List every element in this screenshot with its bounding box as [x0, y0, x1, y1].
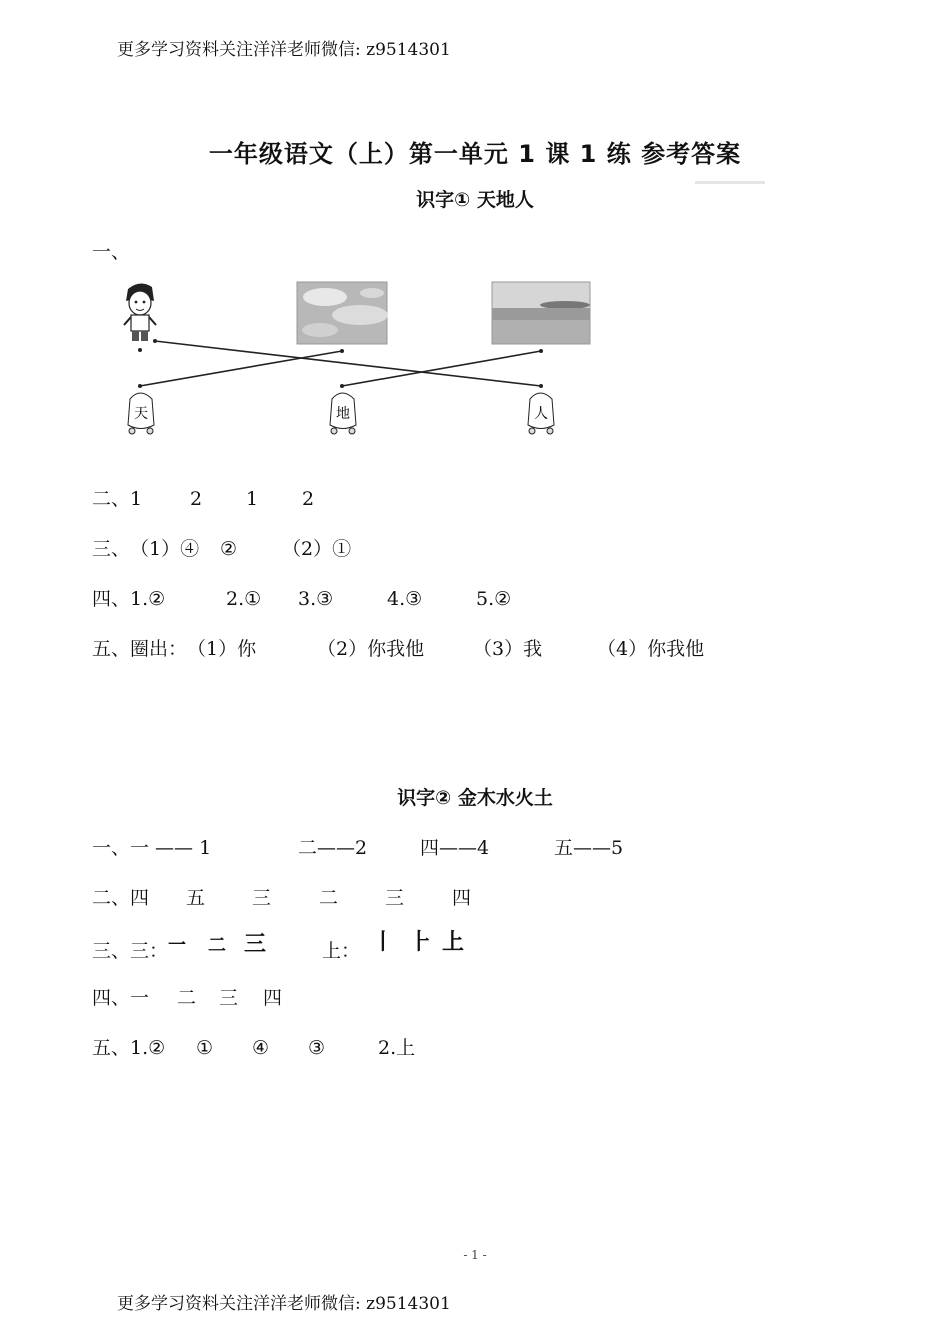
answer: 一 [130, 987, 150, 1009]
lesson2-q3 [92, 930, 465, 964]
answer: 五 [186, 887, 206, 909]
lesson1-q1-label: 一、 [92, 241, 131, 263]
answer: 1 [246, 488, 259, 510]
char-ren: 人 [534, 406, 548, 422]
answer: ④ [252, 1037, 270, 1059]
answer: 三 [252, 887, 272, 909]
answer: 1 [130, 488, 143, 510]
lesson1-q3 [92, 534, 351, 561]
title-underline-mark [695, 181, 765, 184]
answer: ① [196, 1037, 214, 1059]
answer: （2）你我他 [317, 638, 425, 660]
answer: 5.② [476, 588, 512, 610]
q-label: 三、 [92, 538, 131, 560]
lesson2-q1 [92, 833, 623, 860]
answer: （1）你 [187, 638, 257, 660]
page-title: 一年级语文（上）第一单元 1 课 1 练 参考答案 [208, 140, 742, 168]
q-label: 二、 [92, 887, 131, 909]
matching-diagram [110, 275, 610, 440]
answer: （1）④ [130, 538, 200, 560]
answer: 二 [319, 887, 339, 909]
answer: 三 [219, 987, 239, 1009]
answer: （4）你我他 [597, 638, 705, 660]
answer: 二——2 [298, 837, 368, 859]
answer: 4.③ [387, 588, 423, 610]
lesson2-q5 [92, 1033, 415, 1060]
sky-picture [297, 282, 388, 344]
answer: 2.上 [378, 1037, 416, 1059]
answer: （3）我 [473, 638, 543, 660]
match-line-land [342, 351, 541, 386]
answer: （2）① [282, 538, 352, 560]
lesson2-heading: 识字② 金木水火土 [397, 787, 553, 809]
q-label: 五、圈出： [92, 638, 188, 660]
q-label: 四、 [92, 987, 131, 1009]
q-label: 一、 [92, 837, 131, 859]
answer: 二 [177, 987, 197, 1009]
match-line-sky [140, 351, 342, 386]
shang-label: 上： [322, 940, 361, 962]
answer: 一 —— 1 [130, 837, 212, 859]
header-note: 更多学习资料关注洋洋老师微信: z9514301 [117, 40, 451, 60]
answer: 3.③ [298, 588, 334, 610]
stroke-san-2: 二 [208, 935, 227, 956]
answer: 2 [302, 488, 315, 510]
lesson1-q2 [92, 484, 314, 511]
answer: ② [220, 538, 238, 560]
answer: 四 [263, 987, 283, 1009]
answer: 四 [130, 887, 150, 909]
q-label: 二、 [92, 488, 131, 510]
char-di: 地 [336, 406, 350, 422]
answer: 2.① [226, 588, 262, 610]
q-label: 三、三： [92, 940, 169, 962]
char-bubble-tian [128, 393, 154, 434]
answer: 1.② [130, 1037, 166, 1059]
stroke-shang-1: 丨 [372, 930, 395, 955]
lesson2-q4 [92, 983, 282, 1010]
answer: 1.② [130, 588, 166, 610]
lesson1-heading: 识字① 天地人 [416, 189, 534, 211]
answer: 三 [385, 887, 405, 909]
stroke-shang-2: ⺊ [410, 930, 433, 955]
q-label: 四、 [92, 588, 131, 610]
stroke-san-3: 三 [244, 932, 267, 957]
answer: 四——4 [420, 837, 490, 859]
char-bubble-ren [528, 393, 554, 434]
q-label: 五、 [92, 1037, 131, 1059]
stroke-san-1: 一 [168, 935, 187, 956]
char-tian: 天 [134, 406, 148, 422]
answer: ③ [308, 1037, 326, 1059]
answer: 四 [452, 887, 472, 909]
land-picture [492, 282, 590, 344]
footer-note: 更多学习资料关注洋洋老师微信: z9514301 [117, 1294, 451, 1314]
boy-figure [124, 283, 156, 341]
lesson1-q4 [92, 584, 511, 611]
lesson1-q5 [92, 634, 704, 661]
char-bubble-di [330, 393, 356, 434]
match-line-person [155, 341, 541, 386]
lesson2-q2 [92, 883, 471, 910]
answer: 五——5 [554, 837, 624, 859]
answer: 2 [190, 488, 203, 510]
page-number: - 1 - [463, 1248, 487, 1262]
stroke-shang-3: 上 [442, 930, 465, 955]
